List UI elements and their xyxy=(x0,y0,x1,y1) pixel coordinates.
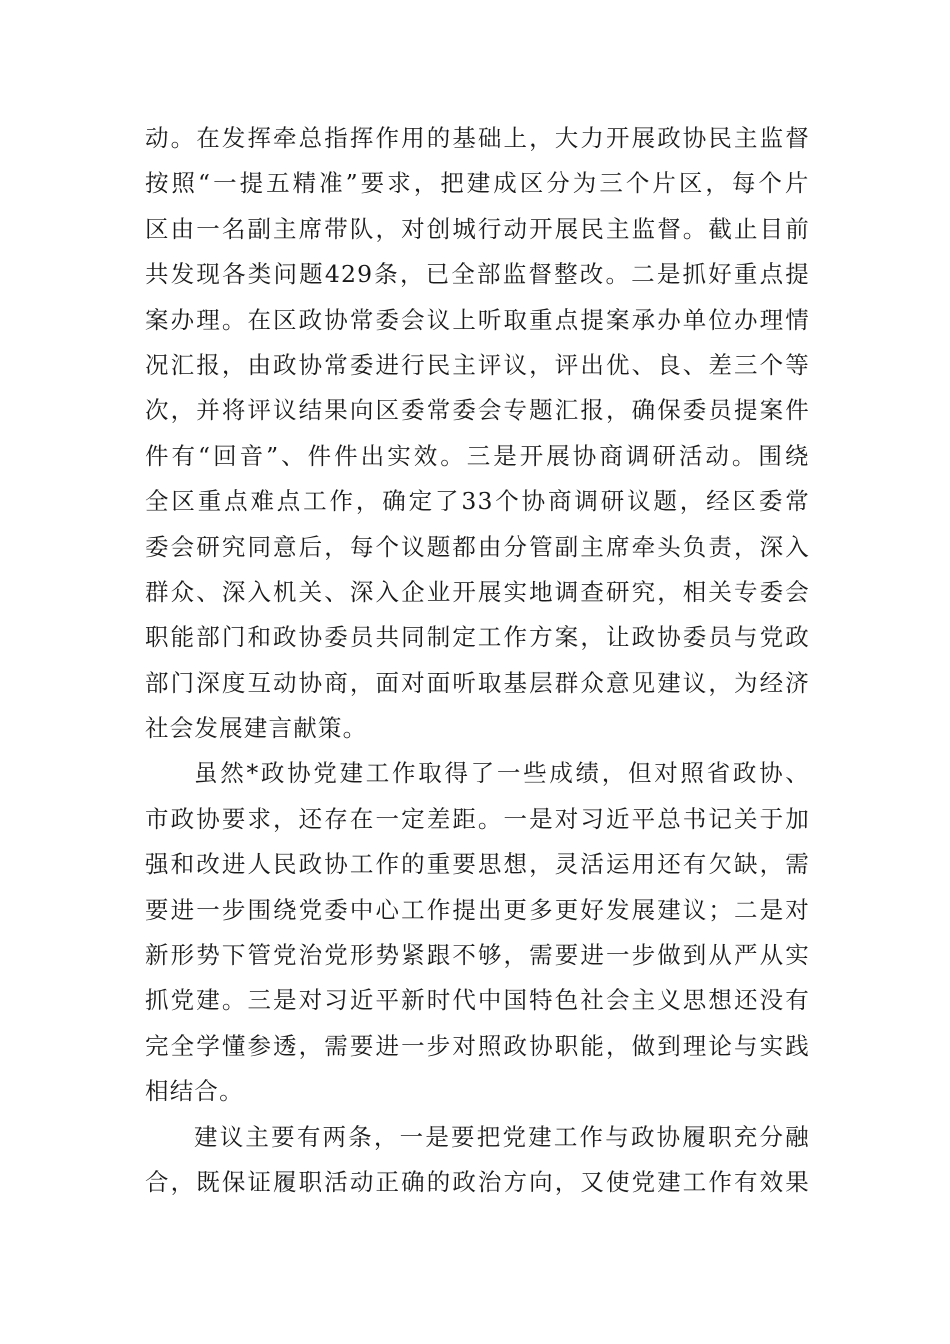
text-line: 职 能 部 门 和 政 协 委 员 共 同 制 定 工 作 方 案 ， 让 政 协 委 员 与 党 政 xyxy=(145,623,810,652)
paragraph xyxy=(145,116,810,751)
text-line: 建 议 主 要 有 两 条 ， 一 是 要 把 党 建 工 作 与 政 协 履 职 充 分 融 xyxy=(194,1122,810,1151)
text-line: 次 ， 并 将 评 议 结 果 向 区 委 常 委 会 专 题 汇 报 ， 确 保 委 员 提 案 件 xyxy=(145,396,810,425)
text-line: 动 。 在 发 挥 牵 总 指 挥 作 用 的 基 础 上 ， 大 力 开 展 政 协 民 主 监 督 xyxy=(145,124,810,152)
text-line: 件 有 “ 回 音 ” 、 件 件 出 实 效 。 三 是 开 展 协 商 调 研 活 动 。 围 绕 xyxy=(145,441,810,470)
text-line: 况 汇 报 ， 由 政 协 常 委 进 行 民 主 评 议 ， 评 出 优 、 良 、 差 三 个 等 xyxy=(145,350,810,379)
paragraph xyxy=(145,751,810,1114)
text-line: 部 门 深 度 互 动 协 商 ， 面 对 面 听 取 基 层 群 众 意 见 建 议 ， 为 经 济 xyxy=(145,668,810,697)
document-body xyxy=(145,116,810,1205)
text-line: 强 和 改 进 人 民 政 协 工 作 的 重 要 思 想 ， 灵 活 运 用 还 有 欠 缺 ， 需 xyxy=(145,850,810,879)
text-line: 完 全 学 懂 参 透 ， 需 要 进 一 步 对 照 政 协 职 能 ， 做 到 理 论 与 实 践 xyxy=(145,1031,810,1060)
text-line: 委 会 研 究 同 意 后 ， 每 个 议 题 都 由 分 管 副 主 席 牵 头 负 责 ， 深 入 xyxy=(145,532,810,561)
text-line: 按 照 “ 一 提 五 精 准 ” 要 求 ， 把 建 成 区 分 为 三 个 片 区 ， 每 个 片 xyxy=(145,169,810,198)
text-line: 新 形 势 下 管 党 治 党 形 势 紧 跟 不 够 ， 需 要 进 一 步 做 到 从 严 从 实 xyxy=(145,941,810,970)
text-line: 群 众 、 深 入 机 关 、 深 入 企 业 开 展 实 地 调 查 研 究 ， 相 关 专 委 会 xyxy=(145,577,810,606)
text-line: 案 办 理 。 在 区 政 协 常 委 会 议 上 听 取 重 点 提 案 承 办 单 位 办 理 情 xyxy=(145,305,810,334)
text-line: 共 发 现 各 类 问 题 429 条 ， 已 全 部 监 督 整 改 。 二 是 抓 好 重 点 提 xyxy=(145,260,810,289)
text-line: 全 区 重 点 难 点 工 作 ， 确 定 了 33 个 协 商 调 研 议 题 ， 经 区 委 常 xyxy=(145,487,810,516)
paragraph xyxy=(145,1115,810,1206)
text-line: 区 由 一 名 副 主 席 带 队 ， 对 创 城 行 动 开 展 民 主 监 督 。 截 止 目 前 xyxy=(145,214,810,243)
text-line: 合 ， 既 保 证 履 职 活 动 正 确 的 政 治 方 向 ， 又 使 党 建 工 作 有 效 果 xyxy=(145,1167,810,1196)
text-line: 市 政 协 要 求 ， 还 存 在 一 定 差 距 。 一 是 对 习 近 平 总 书 记 关 于 加 xyxy=(145,804,810,833)
text-line: 相结合。 xyxy=(145,1077,244,1106)
text-line: 抓 党 建 。 三 是 对 习 近 平 新 时 代 中 国 特 色 社 会 主 义 思 想 还 没 有 xyxy=(145,986,810,1015)
text-line: 要 进 一 步 围 绕 党 委 中 心 工 作 提 出 更 多 更 好 发 展 建 议 ； 二 是 对 xyxy=(145,895,810,924)
text-line: 社会发展建言献策。 xyxy=(145,714,368,743)
text-line: 虽 然 * 政 协 党 建 工 作 取 得 了 一 些 成 绩 ， 但 对 照 省 政 协 、 xyxy=(194,759,810,788)
